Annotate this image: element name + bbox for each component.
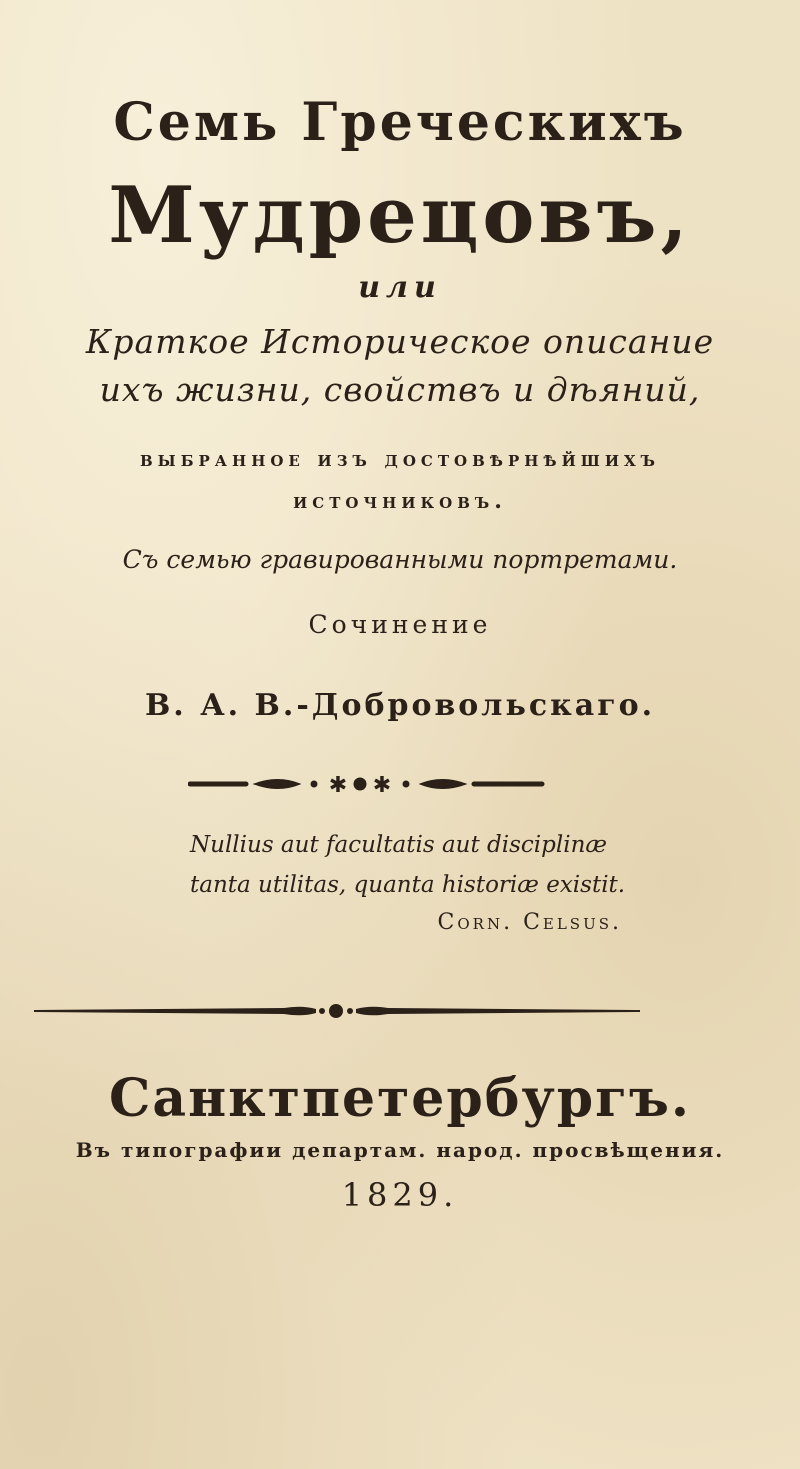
subtitle-line-2: ихъ жизни, свойствъ и дѣяний,: [99, 370, 701, 409]
ornamental-rule: [34, 1000, 640, 1022]
title-line-2: Мудрецовъ,: [108, 170, 692, 261]
work-label: Сочинение: [308, 610, 492, 639]
title-line-1: Семь Греческихъ: [113, 92, 687, 153]
conjunction: или: [358, 270, 442, 305]
epigraph-line-1: Nullius aut facultatis aut disciplinæ: [190, 832, 608, 858]
author: В. А. В.-Добровольскаго.: [144, 688, 656, 723]
ornament-divider: [188, 771, 548, 797]
printer: Въ типографии департам. народ. просвѣщения.: [75, 1138, 725, 1162]
svg-text:✱: ✱: [328, 773, 348, 797]
source-line-2: источниковъ.: [293, 488, 507, 514]
city: Санктпетербургъ.: [109, 1068, 691, 1129]
subtitle-line-1: Краткое Историческое описание: [85, 322, 715, 361]
svg-text:✱: ✱: [372, 773, 392, 797]
source-line-1: выбранное изъ достовѣрнѣйшихъ: [140, 446, 660, 472]
portraits-note: Съ семью гравированными портретами.: [122, 545, 678, 574]
epigraph-line-2: tanta utilitas, quanta historiæ existit.: [190, 872, 626, 898]
year: 1829.: [341, 1176, 459, 1214]
epigraph-attribution: Corn. Celsus.: [437, 910, 622, 935]
